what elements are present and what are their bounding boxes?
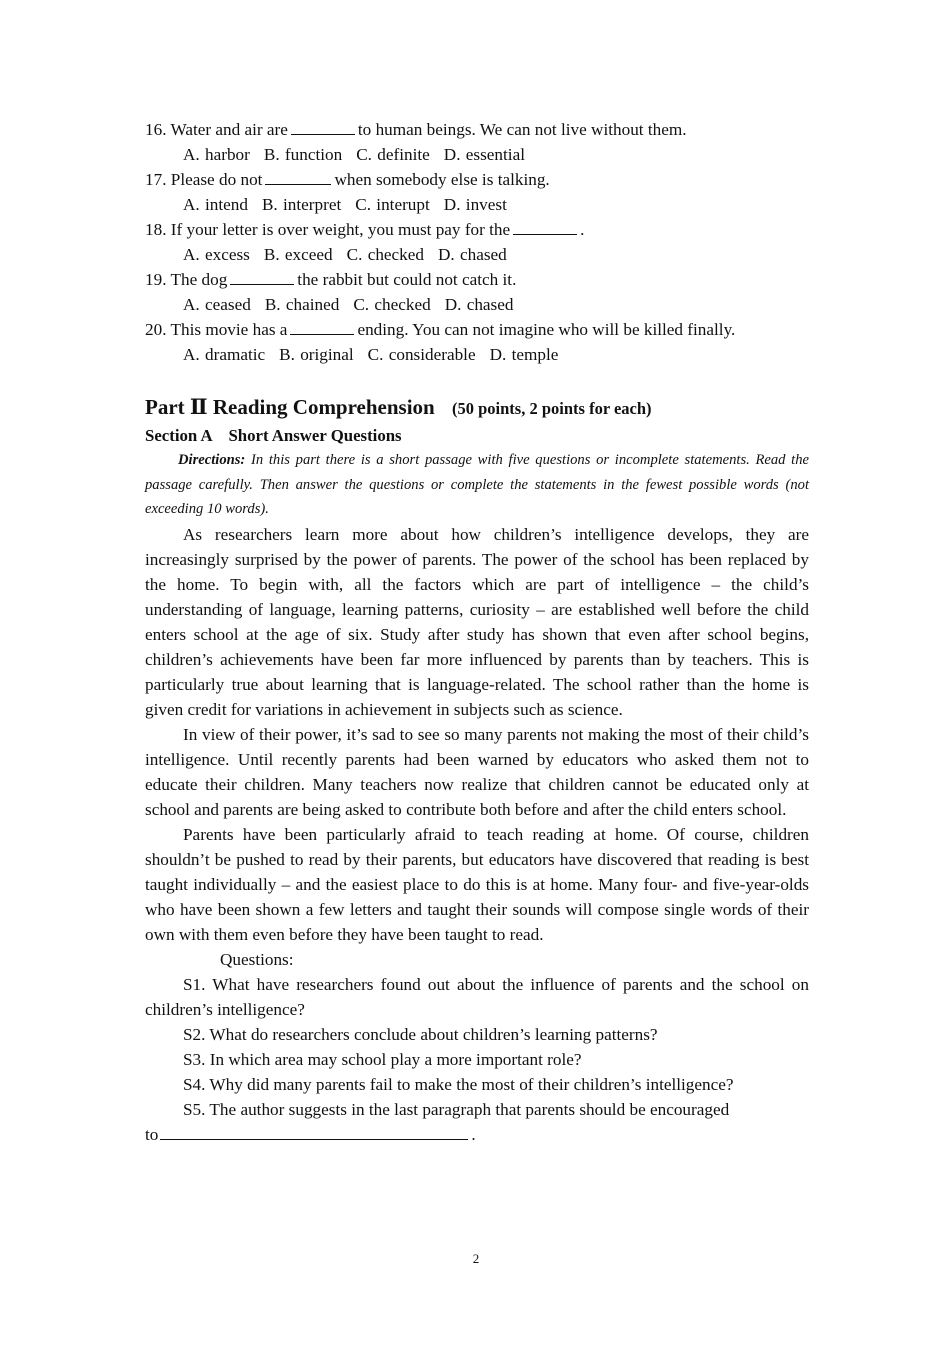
option-a[interactable]: A. harbor <box>183 145 250 164</box>
section-heading: Section A Short Answer Questions <box>145 426 402 445</box>
passage-paragraph: As researchers learn more about how children’s intelligence develops, they are increasingly surprised by the power of parents. The power of the school has been replaced by the home. To begin with, all the factors which are part of intelligence – the child’s understanding of language, learning patterns, curiosity – are established well before the child enters school at the age of six. Study after study has shown that even after school begins, children’s achievements have been far more influenced by parents than by teachers. This is particularly true about learning that is language-related. The school rather than the home is given credit for variations in achievement in subjects such as science. <box>145 524 809 719</box>
option-c[interactable]: C. definite <box>356 145 430 164</box>
option-d[interactable]: D. essential <box>443 145 525 164</box>
option-b[interactable]: B. original <box>279 345 354 364</box>
answer-blank[interactable] <box>291 118 355 135</box>
stem-text: to human beings. We can not live without them. <box>357 120 687 139</box>
question-s1: S1. What have researchers found out about the influence of parents and the school on children’s intelligence? <box>145 974 809 1019</box>
answer-blank[interactable] <box>265 168 331 185</box>
option-b[interactable]: B. interpret <box>261 195 342 214</box>
option-c[interactable]: C. checked <box>353 295 431 314</box>
question-s4: S4. Why did many parents fail to make the most of their children’s intelligence? <box>183 1074 734 1094</box>
page-number: 2 <box>472 1251 480 1266</box>
stem-text: Please do not <box>170 170 263 189</box>
option-b[interactable]: B. chained <box>264 295 340 314</box>
stem-text: The dog <box>170 270 228 289</box>
question-19-stem <box>145 267 809 292</box>
questions-heading: Questions: <box>220 949 294 969</box>
stem-text: If your letter is over weight, you must pay for the <box>170 220 511 239</box>
question-18 <box>145 217 809 267</box>
question-19 <box>145 267 809 317</box>
question-number: 16. <box>145 120 167 139</box>
question-s5: S5. The author suggests in the last paragraph that parents should be encouraged <box>183 1099 730 1119</box>
option-c[interactable]: C. checked <box>346 245 424 264</box>
options <box>145 292 809 317</box>
s5-answer-blank[interactable] <box>160 1123 468 1140</box>
question-20 <box>145 317 809 367</box>
question-18-stem <box>145 217 809 242</box>
part-points: (50 points, 2 points for each) <box>452 399 652 418</box>
question-16 <box>145 117 809 167</box>
option-a[interactable]: A. ceased <box>183 295 251 314</box>
question-17 <box>145 167 809 217</box>
exam-page <box>145 117 809 1147</box>
question-16-stem <box>145 117 809 142</box>
directions-label: Directions: <box>178 452 246 468</box>
question-s2: S2. What do researchers conclude about children’s learning patterns? <box>183 1024 658 1044</box>
answer-blank[interactable] <box>230 268 294 285</box>
reading-passage <box>145 522 809 947</box>
stem-text: ending. You can not imagine who will be killed finally. <box>357 320 736 339</box>
options <box>145 192 809 217</box>
stem-text: This movie has a <box>170 320 288 339</box>
short-answer-questions <box>145 972 809 1147</box>
options <box>145 142 809 167</box>
s5-end: . <box>471 1124 476 1144</box>
option-d[interactable]: D. invest <box>443 195 507 214</box>
option-d[interactable]: D. chased <box>438 245 507 264</box>
option-c[interactable]: C. interupt <box>355 195 430 214</box>
s5-to: to <box>145 1124 159 1144</box>
vocab-section <box>145 117 809 367</box>
directions-text: In this part there is a short passage with five questions or incomplete statements. Read the passage carefully. Then answer the questions or complete the statements in the fewest possible words (not exceeding 10 words). <box>145 452 809 517</box>
question-17-stem <box>145 167 809 192</box>
question-number: 19. <box>145 270 167 289</box>
stem-text: when somebody else is talking. <box>334 170 550 189</box>
directions <box>145 448 809 522</box>
passage-paragraph: Parents have been particularly afraid to teach reading at home. Of course, children shouldn’t be pushed to read by their parents, but educators have discovered that reading is best taught individually – and the easiest place to do this is at home. Many four- and five-year-olds who have been shown a few letters and taught their sounds will compose single words of their own with them even before they have been taught to read. <box>145 824 809 944</box>
option-a[interactable]: A. dramatic <box>183 345 266 364</box>
option-d[interactable]: D. chased <box>444 295 514 314</box>
stem-text: the rabbit but could not catch it. <box>297 270 517 289</box>
options <box>145 242 809 267</box>
stem-text: . <box>580 220 585 239</box>
passage-paragraph: In view of their power, it’s sad to see so many parents not making the most of their child’s intelligence. Until recently parents had been warned by educators who asked them not to educate their children. Many teachers now realize that children cannot be educated only at school and parents are being asked to contribute both before and after the child enters school. <box>145 724 809 819</box>
answer-blank[interactable] <box>513 218 577 235</box>
option-a[interactable]: A. excess <box>183 245 250 264</box>
question-s3: S3. In which area may school play a more important role? <box>183 1049 582 1069</box>
option-c[interactable]: C. considerable <box>367 345 476 364</box>
part-heading <box>145 392 809 424</box>
s5-answer-line <box>145 1122 809 1147</box>
question-number: 17. <box>145 170 167 189</box>
answer-blank[interactable] <box>290 318 354 335</box>
option-d[interactable]: D. temple <box>489 345 559 364</box>
part-title: Reading Comprehension <box>212 395 435 419</box>
question-number: 18. <box>145 220 167 239</box>
question-20-stem <box>145 317 809 342</box>
option-b[interactable]: B. function <box>263 145 343 164</box>
option-b[interactable]: B. exceed <box>263 245 333 264</box>
question-number: 20. <box>145 320 167 339</box>
option-a[interactable]: A. intend <box>183 195 248 214</box>
options <box>145 342 809 367</box>
stem-text: Water and air are <box>170 120 288 139</box>
part-label: Part Ⅱ <box>145 395 208 419</box>
